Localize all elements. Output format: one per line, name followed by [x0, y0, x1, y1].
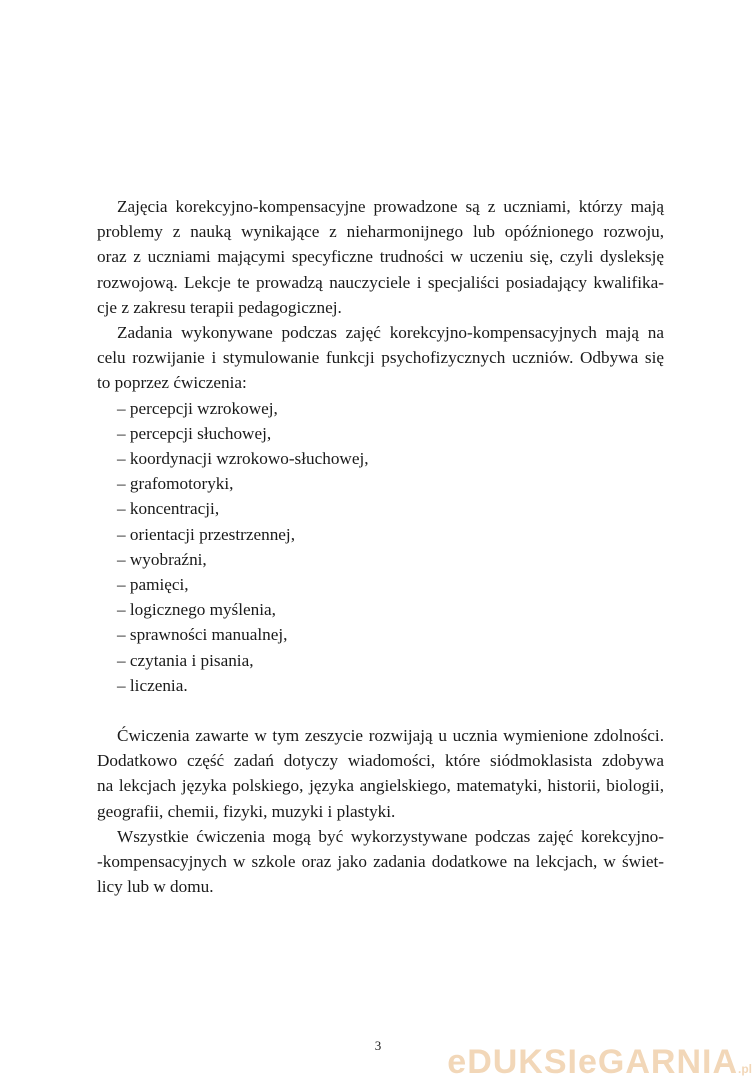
list-item: – percepcji słuchowej,	[117, 423, 272, 443]
list-item: – wyobraźni,	[117, 549, 207, 569]
page-number: 3	[374, 1038, 382, 1053]
text-line: geografii, chemii, fizyki, muzyki i plastyki.	[97, 801, 396, 821]
text-line: -kompensacyjnych w szkole oraz jako zadania dodatkowe na lekcjach, w świet-	[97, 852, 664, 872]
paragraph-intro	[97, 194, 664, 320]
text-line: oraz z uczniami mającymi specyficzne trudności w uczeniu się, czyli dysleksję	[97, 247, 664, 267]
text-line: Wszystkie ćwiczenia mogą być wykorzystywane podczas zajęć korekcyjno-	[117, 826, 664, 846]
page-body	[97, 194, 664, 899]
list-item: – liczenia.	[117, 675, 188, 695]
text-line: licy lub w domu.	[97, 877, 214, 897]
list-item: – percepcji wzrokowej,	[117, 398, 278, 418]
list-item: – koncentracji,	[117, 499, 220, 519]
paragraph-tasks	[97, 320, 664, 396]
paragraph-usage	[97, 824, 664, 900]
list-item: – pamięci,	[117, 575, 189, 595]
text-line: cje z zakresu terapii pedagogicznej.	[97, 297, 342, 317]
paragraph-spacer	[97, 698, 664, 723]
list-item: – koordynacji wzrokowo-słuchowej,	[117, 449, 369, 469]
text-line: to poprzez ćwiczenia:	[97, 373, 247, 393]
list-item: – logicznego myślenia,	[117, 600, 276, 620]
text-line: celu rozwijanie i stymulowanie funkcji psychofizycznych uczniów. Odbywa się	[97, 348, 664, 368]
list-item: – orientacji przestrzennej,	[117, 524, 295, 544]
text-line: Ćwiczenia zawarte w tym zeszycie rozwijają u ucznia wymienione zdolności.	[117, 726, 664, 746]
text-line: Zadania wykonywane podczas zajęć korekcyjno-kompensacyjnych mają na	[117, 323, 664, 343]
text-line: rozwojową. Lekcje te prowadzą nauczyciele i specjaliści posiadający kwalifika-	[97, 272, 664, 292]
text-line: Dodatkowo część zadań dotyczy wiadomości, które siódmoklasista zdobywa	[97, 751, 664, 771]
text-line: problemy z nauką wynikające z nieharmonijnego lub opóźnionego rozwoju,	[97, 222, 664, 242]
watermark-logo	[447, 1043, 752, 1082]
watermark-text: eDUKSIeGARNIA	[447, 1043, 738, 1081]
list-item: – grafomotoryki,	[117, 474, 234, 494]
exercise-list	[97, 396, 664, 698]
paragraph-workbook	[97, 723, 664, 824]
text-line: Zajęcia korekcyjno-kompensacyjne prowadzone są z uczniami, którzy mają	[117, 197, 664, 216]
watermark-domain: .pl	[738, 1062, 752, 1076]
list-item: – czytania i pisania,	[117, 650, 254, 670]
text-line: na lekcjach języka polskiego, języka angielskiego, matematyki, historii, biologii,	[97, 776, 664, 796]
list-item: – sprawności manualnej,	[117, 625, 288, 645]
